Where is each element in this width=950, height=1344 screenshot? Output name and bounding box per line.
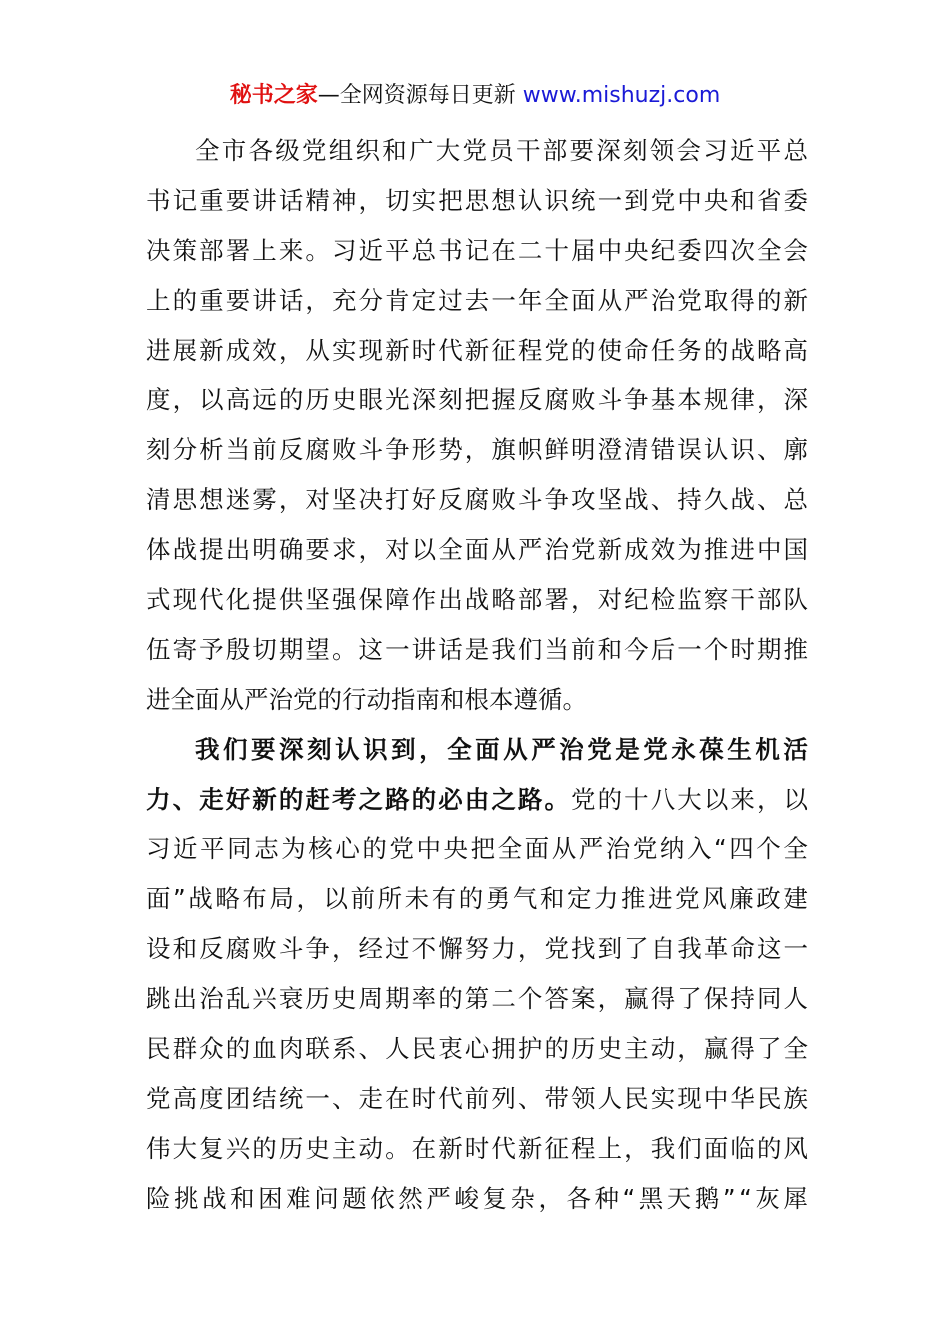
bold-lead-sentence: 我 们 要 深 刻 认 识 到 ， 全 面 从 严 治 党 是 党 永 葆 生 机 活 (195, 734, 808, 764)
brand-name: 秘书之家 (229, 83, 318, 108)
text-line: 刻 分 析 当 前 反 腐 败 斗 争 形 势 ， 旗 帜 鲜 明 澄 清 错 误 认 识 、 廓 (146, 435, 808, 465)
text-line: 跳 出 治 乱 兴 衰 历 史 周 期 率 的 第 二 个 答 案 ， 赢 得 了 保 持 同 人 (146, 984, 808, 1014)
text-line: 进 展 新 成 效 ， 从 实 现 新 时 代 新 征 程 党 的 使 命 任 务 的 战 略 高 (146, 335, 808, 365)
text-line: 设 和 反 腐 败 斗 争 ， 经 过 不 懈 努 力 ， 党 找 到 了 自 我 革 命 这 一 (146, 934, 808, 964)
text-line: 全 市 各 级 党 组 织 和 广 大 党 员 干 部 要 深 刻 领 会 习 近 平 总 (195, 136, 808, 165)
text-line-bold (146, 725, 808, 775)
text-line: 决 策 部 署 上 来 。 习 近 平 总 书 记 在 二 十 届 中 央 纪 委 四 次 全 会 (146, 235, 808, 265)
text-line: 体 战 提 出 明 确 要 求 ， 对 以 全 面 从 严 治 党 新 成 效 为 推 进 中 国 (146, 535, 808, 565)
text-line: 度 ， 以 高 远 的 历 史 眼 光 深 刻 把 握 反 腐 败 斗 争 基 本 规 律 ， 深 (146, 385, 808, 415)
text-line: 党 高 度 团 结 统 一 、 走 在 时 代 前 列 、 带 领 人 民 实 现 中 华 民 族 (146, 1083, 808, 1113)
paragraph-1 (146, 126, 808, 725)
text-line: 上 的 重 要 讲 话 ， 充 分 肯 定 过 去 一 年 全 面 从 严 治 党 取 得 的 新 (146, 285, 808, 315)
document-body (146, 126, 808, 1224)
text-line: 书 记 重 要 讲 话 精 神 ， 切 实 把 思 想 认 识 统 一 到 党 中 央 和 省 委 (146, 185, 808, 215)
paragraph-2 (146, 725, 808, 1224)
text-line: 习 近 平 同 志 为 核 心 的 党 中 央 把 全 面 从 严 治 党 纳 入 “ 四 个 全 (146, 834, 808, 864)
text-line: 险 挑 战 和 困 难 问 题 依 然 严 峻 复 杂 ， 各 种 “ 黑 天 鹅 ” “ 灰 犀 (146, 1183, 808, 1213)
document-header (0, 78, 950, 114)
text-line: 式 现 代 化 提 供 坚 强 保 障 作 出 战 略 部 署 ， 对 纪 检 监 察 干 部 队 (146, 585, 808, 615)
text-line: 民 群 众 的 血 肉 联 系 、 人 民 衷 心 拥 护 的 历 史 主 动 ， 赢 得 了 全 (146, 1034, 808, 1064)
text-line: 面 ” 战 略 布 局 ， 以 前 所 未 有 的 勇 气 和 定 力 推 进 党 风 廉 政 建 (146, 884, 808, 914)
text-line: 伍 寄 予 殷 切 期 望 。 这 一 讲 话 是 我 们 当 前 和 今 后 一 个 时 期 推 (146, 634, 808, 664)
text-line: 进全面从严治党的行动指南和根本遵循。 (146, 684, 587, 714)
text-line-mixed: 力 、 走 好 新 的 赶 考 之 路 的 必 由 之 路 。 党 的 十 八 大 以 来 ， 以 (146, 784, 808, 814)
text-line: 清 思 想 迷 雾 ， 对 坚 决 打 好 反 腐 败 斗 争 攻 坚 战 、 持 久 战 、 总 (146, 485, 808, 515)
site-url-link[interactable]: www.mishuzj.com (522, 83, 721, 108)
text-line: 伟 大 复 兴 的 历 史 主 动 。 在 新 时 代 新 征 程 上 ， 我 们 面 临 的 风 (146, 1133, 808, 1163)
header-tagline: —全网资源每日更新 (317, 83, 516, 108)
